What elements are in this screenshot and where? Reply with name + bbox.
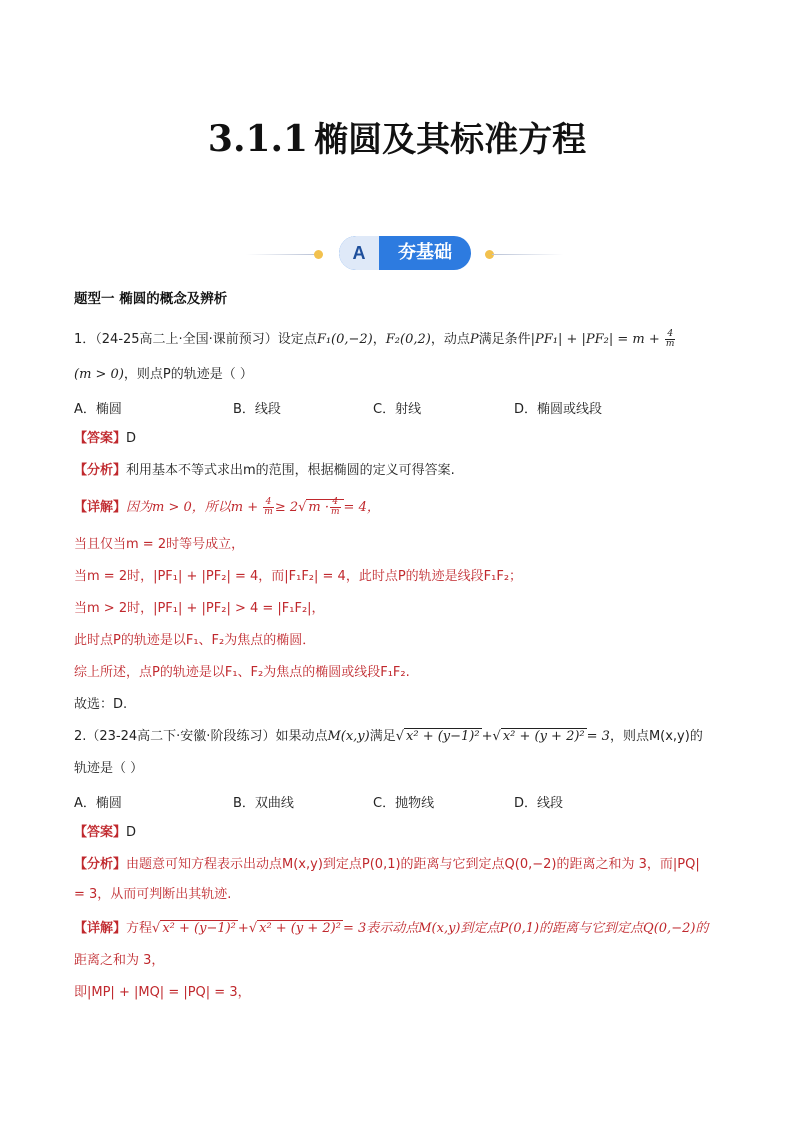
- q1-detail-frac1-den: m: [264, 507, 273, 517]
- q2-answer-tag: 【答案】: [74, 825, 127, 840]
- q2-option-a: A．椭圆: [74, 796, 122, 811]
- q2-analysis: [74, 856, 700, 874]
- q2-stem-c: ，则点M(x,y)的: [609, 729, 703, 744]
- page-title: [0, 112, 794, 161]
- q2-root1: x² + (y−1)²: [406, 729, 480, 744]
- q1-option-a: A．椭圆: [74, 402, 122, 417]
- q2-detail-eq: = 3表示动点M(x,y)到定点P(0,1)的距离与它到定点Q(0,−2)的: [342, 921, 709, 936]
- q2-answer: [74, 824, 136, 842]
- q2-stem: 2.（23-24高二下·安徽·阶段练习）如果动点M(x,y)满足√ x² + (y−1)² +√ x² + (y + 2)² = 3，则点M(x,y)的: [74, 729, 703, 744]
- q1-stem-b: ，动点: [430, 332, 470, 347]
- q1-detail-c: = 4，: [343, 500, 380, 515]
- q2-detail-plus: +: [237, 921, 249, 936]
- q1-frac-den: m: [665, 339, 675, 349]
- q2-eq: = 3: [586, 729, 610, 744]
- q1-option-d: D．椭圆或线段: [514, 402, 603, 417]
- q1-frac-num: 4: [665, 330, 676, 340]
- q2-stem-b: 满足: [369, 729, 396, 744]
- q2-analysis-tag: 【分析】: [74, 857, 127, 872]
- q1-p: P: [469, 332, 479, 347]
- topic-heading: 题型一 椭圆的概念及辨析: [74, 291, 228, 307]
- level-badge: [339, 236, 471, 270]
- q1-line2-text: ，则点P的轨迹是（ ）: [123, 367, 253, 382]
- q1-f2: F₂(0,2): [385, 332, 431, 347]
- q2-detail-tag: 【详解】: [74, 921, 127, 936]
- q1-analysis-text: 利用基本不等式求出m的范围，根据椭圆的定义可得答案.: [126, 463, 455, 478]
- q1-detail-frac2-den: m: [331, 507, 340, 517]
- q1-answer-tag: 【答案】: [74, 431, 127, 446]
- q2-detail-b: 距离之和为 3，: [74, 953, 165, 968]
- q1-option-b: B．线段: [233, 402, 281, 417]
- banner-line-right: [492, 254, 564, 255]
- q1-condition: |PF₁| + |PF₂| = m +: [530, 332, 660, 347]
- q2-answer-value: D: [126, 825, 137, 840]
- q1-sep: ，: [372, 332, 386, 347]
- q2-detail-a: 方程: [126, 921, 153, 936]
- q1-line-2: 当m = 2时，|PF₁| + |PF₂| = 4，而|F₁F₂| = 4，此时点P的轨迹是线段F₁F₂；: [74, 569, 523, 584]
- q1-detail-frac1-num: 4: [263, 498, 274, 508]
- q2-option-d: D．线段: [514, 796, 564, 811]
- q1-analysis-tag: 【分析】: [74, 463, 127, 478]
- q1-detail-sqrt: [306, 499, 343, 515]
- q1-detail-b: ≥ 2: [274, 500, 299, 515]
- q2-detail-c: 即|MP| + |MQ| = |PQ| = 3，: [74, 985, 251, 1000]
- q1-stem-line2: [74, 366, 253, 384]
- banner-dot-left: [314, 250, 323, 259]
- q1-detail-sqrt-text: m ·: [308, 500, 329, 515]
- q2-detail: 【详解】方程√ x² + (y−1)² +√ x² + (y + 2)² = 3表示动点M(x,y)到定点P(0,1)的距离与它到定点Q(0,−2)的: [74, 921, 709, 936]
- q1-answer-value: D: [126, 431, 137, 446]
- q1-stem: [74, 330, 676, 349]
- q1-answer: [74, 430, 136, 448]
- q1-line-6: 故选：D.: [74, 697, 128, 712]
- q1-m-cond: (m > 0): [74, 367, 124, 382]
- q2-detail-root2: x² + (y + 2)²: [259, 921, 341, 936]
- q1-detail-a: 因为m > 0，所以m +: [126, 500, 259, 515]
- level-letter: A: [339, 236, 379, 270]
- q1-line-4: 此时点P的轨迹是以F₁、F₂为焦点的椭圆．: [74, 633, 316, 648]
- q2-stem-line2: 轨迹是（ ）: [74, 761, 144, 776]
- section-title: 椭圆及其标准方程: [314, 120, 587, 160]
- q2-stem-a: 2.（23-24高二下·安徽·阶段练习）如果动点: [74, 729, 328, 744]
- banner-line-left: [246, 254, 316, 255]
- level-label: 夯基础: [398, 242, 452, 263]
- q2-root2: x² + (y + 2)²: [502, 729, 585, 744]
- q1-detail-frac2-num: 4: [330, 498, 341, 508]
- q2-m: M(x,y): [327, 729, 370, 744]
- q2-detail-root1: x² + (y−1)²: [162, 921, 236, 936]
- q1-detail-frac1: [263, 498, 274, 517]
- q1-line-3: 当m > 2时，|PF₁| + |PF₂| > 4 = |F₁F₂|，: [74, 601, 325, 616]
- q1-f1: F₁(0,−2): [316, 332, 373, 347]
- q1-option-c: C．射线: [373, 402, 422, 417]
- q2-analysis-b: = 3，从而可判断出其轨迹.: [74, 887, 232, 902]
- q2-analysis-a: 由题意可知方程表示出动点M(x,y)到定点P(0,1)的距离与它到定点Q(0,−2)的距离之和为 3，而|PQ|: [126, 857, 700, 872]
- q1-detail: 【详解】因为m > 0，所以m + $\frac{4}{m}$ ≥ 2√ m · $\frac{4}{m}$ = 4，: [74, 497, 380, 517]
- level-banner: [0, 234, 794, 274]
- q1-line-5: 综上所述，点P的轨迹是以F₁、F₂为焦点的椭圆或线段F₁F₂.: [74, 665, 410, 680]
- q2-option-c: C．抛物线: [373, 796, 435, 811]
- q1-line-1: 当且仅当m = 2时等号成立，: [74, 537, 245, 552]
- q1-detail-frac2: [330, 498, 341, 517]
- q2-option-b: B．双曲线: [233, 796, 294, 811]
- q1-stem-a: 1．（24-25高二上·全国·课前预习）设定点: [74, 332, 317, 347]
- q1-analysis: [74, 462, 455, 480]
- q2-plus: +: [481, 729, 493, 744]
- q1-fraction: [665, 330, 676, 349]
- q1-detail-tag: 【详解】: [74, 500, 127, 515]
- q1-stem-c: 满足条件: [478, 332, 531, 347]
- section-number: 3.1.1: [207, 118, 309, 160]
